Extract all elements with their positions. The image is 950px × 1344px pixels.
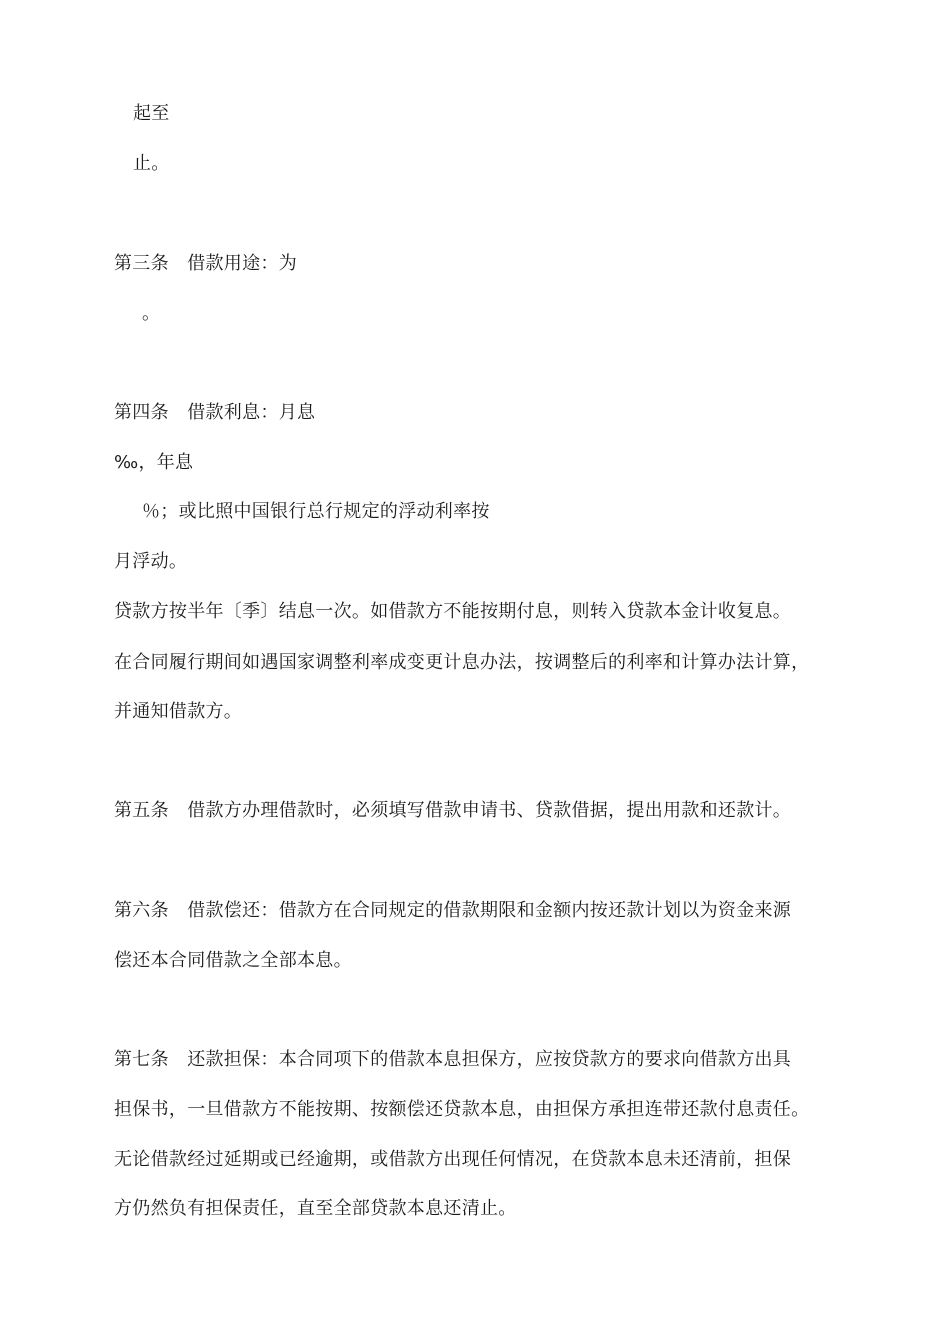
text-line-period-end: 止。 [133, 153, 170, 174]
article-4-line-2: ‰，年息 [114, 452, 194, 473]
article-7-line-2: 担保书，一旦借款方不能按期、按额偿还贷款本息，由担保方承担连带还款付息责任。 [114, 1099, 810, 1120]
article-7-line-4: 方仍然负有担保责任，直至全部贷款本息还清止。 [114, 1198, 517, 1219]
article-4-heading: 第四条 借款利息：月息 [114, 402, 316, 423]
article-5-paragraph: 第五条 借款方办理借款时，必须填写借款申请书、贷款借据，提出用款和还款计。 [114, 800, 792, 821]
article-7-line-1: 第七条 还款担保：本合同项下的借款本息担保方，应按贷款方的要求向借款方出具 [114, 1049, 792, 1070]
text-line-period-start: 起至 [133, 103, 170, 124]
article-4-line-6: 在合同履行期间如遇国家调整利率成变更计息办法，按调整后的利率和计算办法计算， [114, 652, 810, 673]
article-6-line-2: 偿还本合同借款之全部本息。 [114, 950, 352, 971]
article-4-line-5: 贷款方按半年〔季〕结息一次。如借款方不能按期付息，则转入贷款本金计收复息。 [114, 601, 792, 622]
article-7-line-3: 无论借款经过延期或已经逾期，或借款方出现任何情况，在贷款本息未还清前，担保 [114, 1149, 792, 1170]
article-6-line-1: 第六条 借款偿还：借款方在合同规定的借款期限和金额内按还款计划以为资金来源 [114, 900, 792, 921]
article-3-end: 。 [142, 303, 161, 324]
article-3-heading: 第三条 借款用途：为 [114, 253, 297, 274]
article-4-line-7: 并通知借款方。 [114, 701, 243, 722]
article-4-line-4: 月浮动。 [114, 551, 188, 572]
article-4-line-3: ％；或比照中国银行总行规定的浮动利率按 [142, 501, 490, 522]
